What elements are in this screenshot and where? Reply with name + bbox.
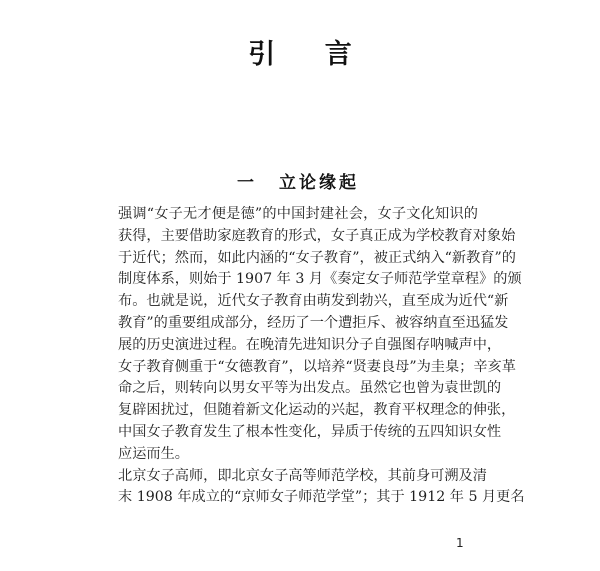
text-line: 布。也就是说，近代女子教育由萌发到勃兴，直至成为近代“新	[118, 293, 509, 310]
text-line: 北京女子高师，即北京女子高等师范学校，其前身可溯及清	[118, 467, 487, 484]
text-line: 应运而生。	[118, 445, 189, 462]
text-line: 末 1908 年成立的“京师女子师范学堂”；其于 1912 年 5 月更名	[118, 489, 525, 506]
text-line: 于近代；然而，如此内涵的“女子教育”，被正式纳入“新教育”的	[118, 249, 516, 266]
paragraph-beijing	[118, 466, 525, 510]
text-line: 女子教育侧重于“女德教育”，以培养“贤妻良母”为圭臬；辛亥革	[118, 358, 516, 375]
page-number: 1	[456, 536, 464, 550]
text-line: 复辟困扰过，但随着新文化运动的兴起，教育平权理念的伸张，	[118, 402, 516, 419]
body-text	[118, 204, 525, 509]
paragraph-intro	[118, 204, 522, 466]
text-line: 展的历史演进过程。在晚清先进知识分子自强图存呐喊声中，	[118, 336, 502, 353]
text-line: 中国女子教育发生了根本性变化，异质于传统的五四知识女性	[118, 423, 502, 440]
section-title-text: 立论缘起	[279, 173, 359, 193]
section-number: 一	[237, 173, 257, 193]
text-line: 制度体系，则始于 1907 年 3 月《奏定女子师范学堂章程》的颁	[118, 271, 522, 288]
text-line: 获得，主要借助家庭教育的形式，女子真正成为学校教育对象始	[118, 227, 516, 244]
section-heading	[237, 168, 359, 193]
chapter-title: 引 言	[248, 39, 372, 70]
text-line: 强调“女子无才便是德”的中国封建社会，女子文化知识的	[118, 206, 478, 222]
text-line: 教育”的重要组成部分，经历了一个遭拒斥、被容纳直至迅猛发	[118, 314, 509, 331]
text-line: 命之后，则转向以男女平等为出发点。虽然它也曾为袁世凯的	[118, 380, 502, 397]
